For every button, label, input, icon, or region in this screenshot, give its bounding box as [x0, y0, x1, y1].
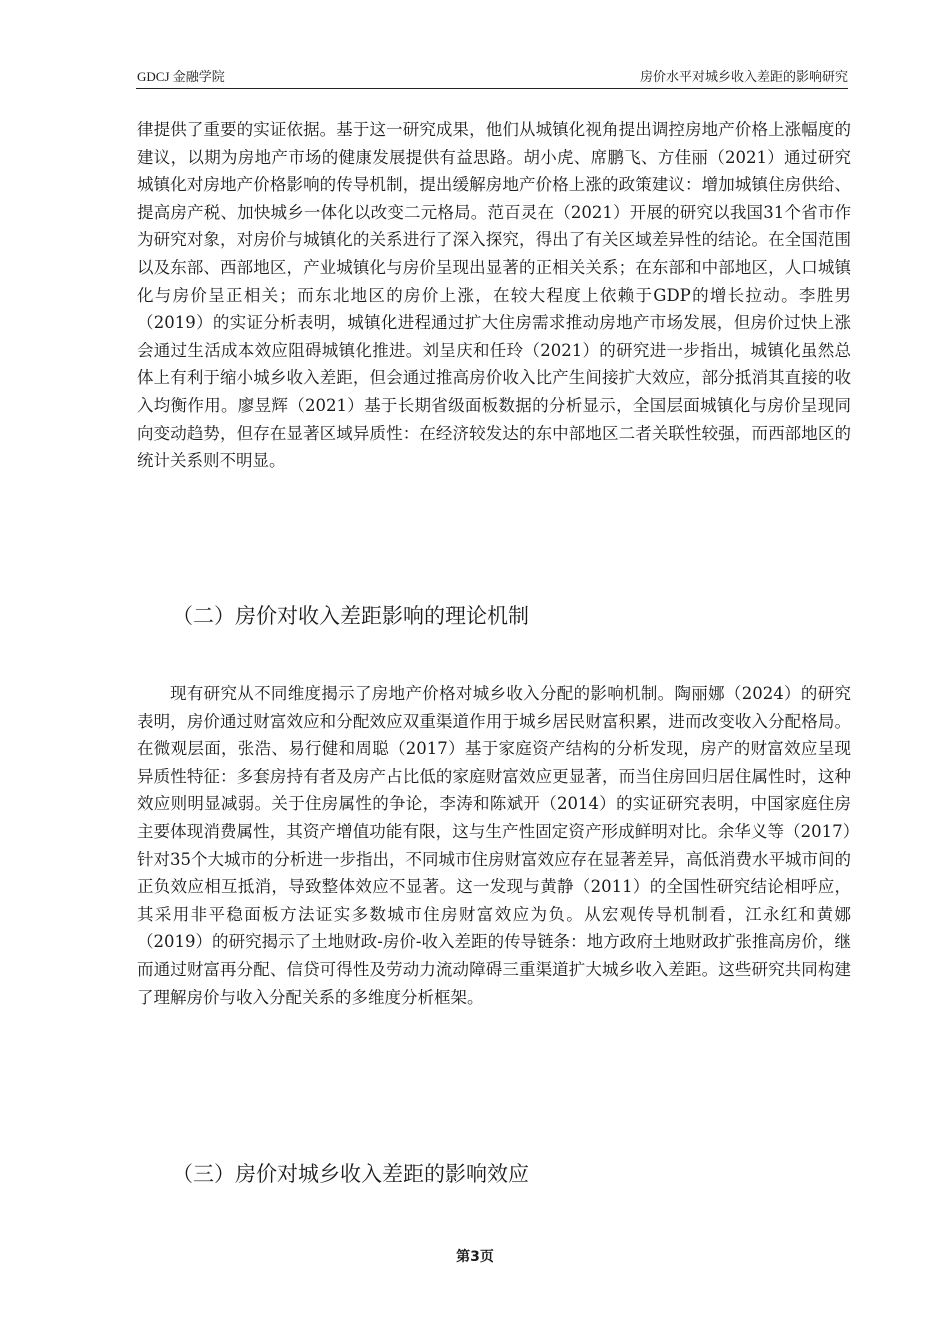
section-heading: （三）房价对城乡收入差距的影响效应: [172, 1162, 529, 1186]
page-header: [136, 66, 848, 89]
page-number: 第3页: [456, 1249, 494, 1265]
section-heading: （二）房价对收入差距影响的理论机制: [172, 604, 529, 628]
body-paragraph: 现有研究从不同维度揭示了房地产价格对城乡收入分配的影响机制。陶丽娜（2024）的研究表明，房价通过财富效应和分配效应双重渠道作用于城乡居民财富积累，进而改变收入分配格局。在微观层面，张浩、易行健和周聪（2017）基于家庭资产结构的分析发现，房产的财富效应呈现异质性特征：多套房持有者及房产占比低的家庭财富效应更显著，而当住房回归居住属性时，这种效应则明显减弱。关于住房属性的争论，李涛和陈斌开（2014）的实证研究表明，中国家庭住房主要体现消费属性，其资产增值功能有限，这与生产性固定资产形成鲜明对比。余华义等（2017）针对35个大城市的分析进一步指出，不同城市住房财富效应存在显著差异，高低消费水平城市间的正负效应相互抵消，导致整体效应不显著。这一发现与黄静（2011）的全国性研究结论相呼应，其采用非平稳面板方法证实多数城市住房财富效应为负。从宏观传导机制看，江永红和黄娜（2019）的研究揭示了土地财政-房价-收入差距的传导链条：地方政府土地财政扩张推高房价，继而通过财富再分配、信贷可得性及劳动力流动障碍三重渠道扩大城乡收入差距。这些研究共同构建了理解房价与收入分配关系的多维度分析框架。: [137, 684, 851, 1007]
header-paper-title: 房价水平对城乡收入差距的影响研究: [639, 69, 848, 84]
header-institution: GDCJ 金融学院: [137, 69, 225, 84]
body-paragraph: 律提供了重要的实证依据。基于这一研究成果，他们从城镇化视角提出调控房地产价格上涨幅度的建议，以期为房地产市场的健康发展提供有益思路。胡小虎、席鹏飞、方佳丽（2021）通过研究城镇化对房地产价格影响的传导机制，提出缓解房地产价格上涨的政策建议：增加城镇住房供给、提高房产税、加快城乡一体化以改变二元格局。范百灵在（2021）开展的研究以我国31个省市作为研究对象，对房价与城镇化的关系进行了深入探究，得出了有关区域差异性的结论。在全国范围以及东部、西部地区，产业城镇化与房价呈现出显著的正相关关系；在东部和中部地区，人口城镇化与房价呈正相关；而东北地区的房价上涨，在较大程度上依赖于GDP的增长拉动。李胜男（2019）的实证分析表明，城镇化进程通过扩大住房需求推动房地产市场发展，但房价过快上涨会通过生活成本效应阻碍城镇化推进。刘呈庆和任玲（2021）的研究进一步指出，城镇化虽然总体上有利于缩小城乡收入差距，但会通过推高房价收入比产生间接扩大效应，部分抵消其直接的收入均衡作用。廖昱辉（2021）基于长期省级面板数据的分析显示，全国层面城镇化与房价呈现同向变动趋势，但存在显著区域异质性：在经济较发达的东中部地区二者关联性较强，而西部地区的统计关系则不明显。: [137, 120, 851, 471]
